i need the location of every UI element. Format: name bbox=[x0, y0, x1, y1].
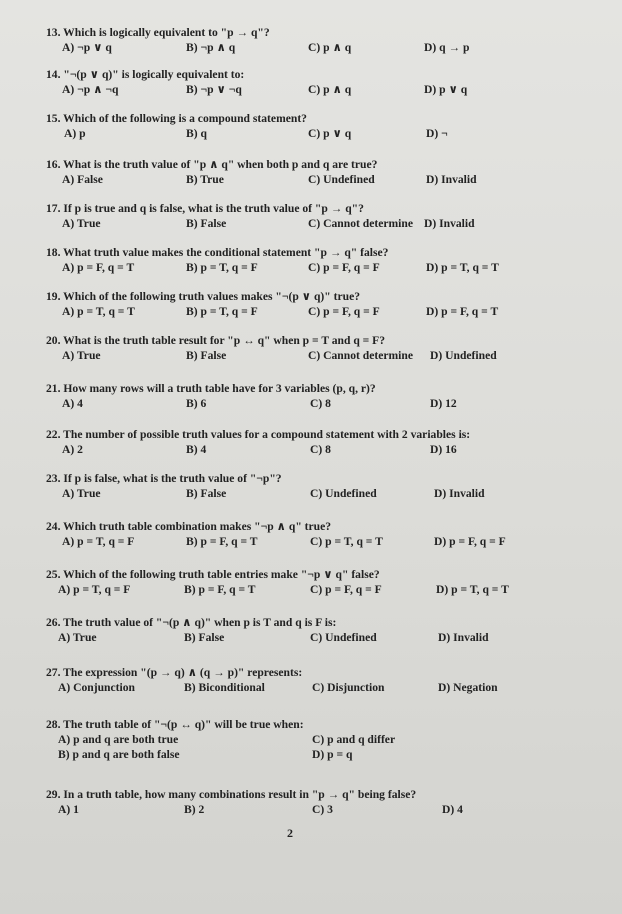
option-b: B) False bbox=[186, 487, 227, 500]
option-b: B) p = F, q = T bbox=[184, 583, 256, 596]
option-a: A) True bbox=[62, 349, 101, 362]
option-c: C) Undefined bbox=[310, 487, 377, 500]
question-stem: 28. The truth table of "¬(p ↔ q)" will be true when: bbox=[46, 718, 304, 731]
question-stem: 29. In a truth table, how many combinations result in "p → q" being false? bbox=[46, 788, 417, 801]
question-stem: 16. What is the truth value of "p ∧ q" when both p and q are true? bbox=[46, 158, 378, 171]
option-a: A) p and q are both true bbox=[58, 733, 179, 746]
option-a: A) Conjunction bbox=[58, 681, 135, 694]
option-c: C) p = T, q = T bbox=[310, 535, 383, 548]
option-a: A) 1 bbox=[58, 803, 79, 816]
option-d: D) p = T, q = T bbox=[426, 261, 499, 274]
question-18 bbox=[46, 246, 606, 275]
option-a: A) 4 bbox=[62, 397, 83, 410]
options-row bbox=[46, 172, 606, 187]
question-13 bbox=[46, 26, 606, 55]
question-21 bbox=[46, 382, 606, 411]
options-row bbox=[46, 582, 606, 597]
option-b: B) Biconditional bbox=[184, 681, 265, 694]
option-d: D) Undefined bbox=[430, 349, 497, 362]
option-b: B) False bbox=[184, 631, 225, 644]
option-a: A) p bbox=[64, 127, 86, 140]
option-d: D) 4 bbox=[442, 803, 463, 816]
question-29 bbox=[46, 788, 606, 817]
option-c: C) p ∧ q bbox=[308, 83, 352, 96]
question-26 bbox=[46, 616, 606, 645]
page-number: 2 bbox=[287, 826, 293, 840]
option-b: B) ¬p ∨ ¬q bbox=[186, 83, 242, 96]
question-22 bbox=[46, 428, 606, 457]
option-b: B) 6 bbox=[186, 397, 207, 410]
options-row bbox=[46, 732, 606, 747]
option-d: D) p = F, q = T bbox=[426, 305, 499, 318]
option-b: B) q bbox=[186, 127, 207, 140]
option-c: C) 3 bbox=[312, 803, 333, 816]
option-a: A) False bbox=[62, 173, 103, 186]
option-b: B) ¬p ∧ q bbox=[186, 41, 236, 54]
option-b: B) p = F, q = T bbox=[186, 535, 258, 548]
question-stem: 24. Which truth table combination makes "¬p ∧ q" true? bbox=[46, 520, 332, 533]
question-20 bbox=[46, 334, 606, 363]
options-row bbox=[46, 747, 606, 762]
option-d: D) p ∨ q bbox=[424, 83, 468, 96]
question-24 bbox=[46, 520, 606, 549]
question-stem: 15. Which of the following is a compound statement? bbox=[46, 112, 307, 125]
options-row bbox=[46, 680, 606, 695]
option-b: B) 2 bbox=[184, 803, 205, 816]
option-a: A) p = F, q = T bbox=[62, 261, 135, 274]
options-row bbox=[46, 534, 606, 549]
question-25 bbox=[46, 568, 606, 597]
option-a: A) True bbox=[62, 487, 101, 500]
option-d: D) Invalid bbox=[438, 631, 489, 644]
option-c: C) p ∨ q bbox=[308, 127, 352, 140]
option-c: C) p and q differ bbox=[312, 733, 396, 746]
option-c: C) Undefined bbox=[308, 173, 375, 186]
question-17 bbox=[46, 202, 606, 231]
option-c: C) Cannot determine bbox=[308, 349, 413, 362]
option-d: D) p = q bbox=[312, 748, 353, 761]
question-16 bbox=[46, 158, 606, 187]
options-row bbox=[46, 442, 606, 457]
question-stem: 27. The expression "(p → q) ∧ (q → p)" represents: bbox=[46, 666, 303, 679]
option-b: B) p = T, q = F bbox=[186, 261, 258, 274]
question-stem: 20. What is the truth table result for "p ↔ q" when p = T and q = F? bbox=[46, 334, 386, 347]
options-row bbox=[46, 802, 606, 817]
question-stem: 26. The truth value of "¬(p ∧ q)" when p is T and q is F is: bbox=[46, 616, 337, 629]
options-row bbox=[46, 630, 606, 645]
options-row bbox=[46, 216, 606, 231]
question-stem: 25. Which of the following truth table entries make "¬p ∨ q" false? bbox=[46, 568, 380, 581]
option-c: C) p ∧ q bbox=[308, 41, 352, 54]
option-a: A) ¬p ∨ q bbox=[62, 41, 112, 54]
option-d: D) 16 bbox=[430, 443, 457, 456]
question-stem: 18. What truth value makes the conditional statement "p → q" false? bbox=[46, 246, 389, 259]
options-row bbox=[46, 348, 606, 363]
options-row bbox=[46, 260, 606, 275]
option-a: A) p = T, q = T bbox=[62, 305, 135, 318]
question-stem: 23. If p is false, what is the truth value of "¬p"? bbox=[46, 472, 282, 485]
option-d: D) q → p bbox=[424, 41, 470, 54]
option-d: D) 12 bbox=[430, 397, 457, 410]
question-stem: 19. Which of the following truth values makes "¬(p ∨ q)" true? bbox=[46, 290, 361, 303]
option-a: A) ¬p ∧ ¬q bbox=[62, 83, 119, 96]
option-c: C) Disjunction bbox=[312, 681, 385, 694]
option-b: B) False bbox=[186, 349, 227, 362]
option-b: B) 4 bbox=[186, 443, 207, 456]
option-c: C) p = F, q = F bbox=[308, 305, 380, 318]
option-a: A) p = T, q = F bbox=[62, 535, 135, 548]
options-row bbox=[46, 486, 606, 501]
option-b: B) True bbox=[186, 173, 224, 186]
option-d: D) Invalid bbox=[424, 217, 475, 230]
question-stem: 13. Which is logically equivalent to "p → q"? bbox=[46, 26, 270, 39]
option-b: B) False bbox=[186, 217, 227, 230]
question-23 bbox=[46, 472, 606, 501]
option-d: D) Invalid bbox=[434, 487, 485, 500]
option-d: D) ¬ bbox=[426, 127, 448, 140]
options-row bbox=[46, 304, 606, 319]
option-b: B) p and q are both false bbox=[58, 748, 180, 761]
question-27 bbox=[46, 666, 606, 695]
option-c: C) Cannot determine bbox=[308, 217, 413, 230]
options-row bbox=[46, 82, 606, 97]
option-a: A) 2 bbox=[62, 443, 83, 456]
option-a: A) True bbox=[58, 631, 97, 644]
option-d: D) Negation bbox=[438, 681, 498, 694]
option-a: A) True bbox=[62, 217, 101, 230]
option-d: D) p = T, q = T bbox=[436, 583, 509, 596]
options-row bbox=[46, 40, 606, 55]
option-a: A) p = T, q = F bbox=[58, 583, 131, 596]
options-row bbox=[46, 126, 606, 141]
option-c: C) 8 bbox=[310, 443, 331, 456]
option-c: C) p = F, q = F bbox=[310, 583, 382, 596]
option-c: C) p = F, q = F bbox=[308, 261, 380, 274]
question-stem: 22. The number of possible truth values for a compound statement with 2 variables is: bbox=[46, 428, 471, 441]
question-stem: 14. "¬(p ∨ q)" is logically equivalent to: bbox=[46, 68, 245, 81]
question-15 bbox=[46, 112, 606, 141]
options-row bbox=[46, 396, 606, 411]
option-d: D) p = F, q = F bbox=[434, 535, 506, 548]
option-c: C) Undefined bbox=[310, 631, 377, 644]
option-c: C) 8 bbox=[310, 397, 331, 410]
question-stem: 21. How many rows will a truth table have for 3 variables (p, q, r)? bbox=[46, 382, 376, 395]
question-28 bbox=[46, 718, 606, 762]
option-b: B) p = T, q = F bbox=[186, 305, 258, 318]
question-stem: 17. If p is true and q is false, what is the truth value of "p → q"? bbox=[46, 202, 364, 215]
question-19 bbox=[46, 290, 606, 319]
question-14 bbox=[46, 68, 606, 97]
option-d: D) Invalid bbox=[426, 173, 477, 186]
